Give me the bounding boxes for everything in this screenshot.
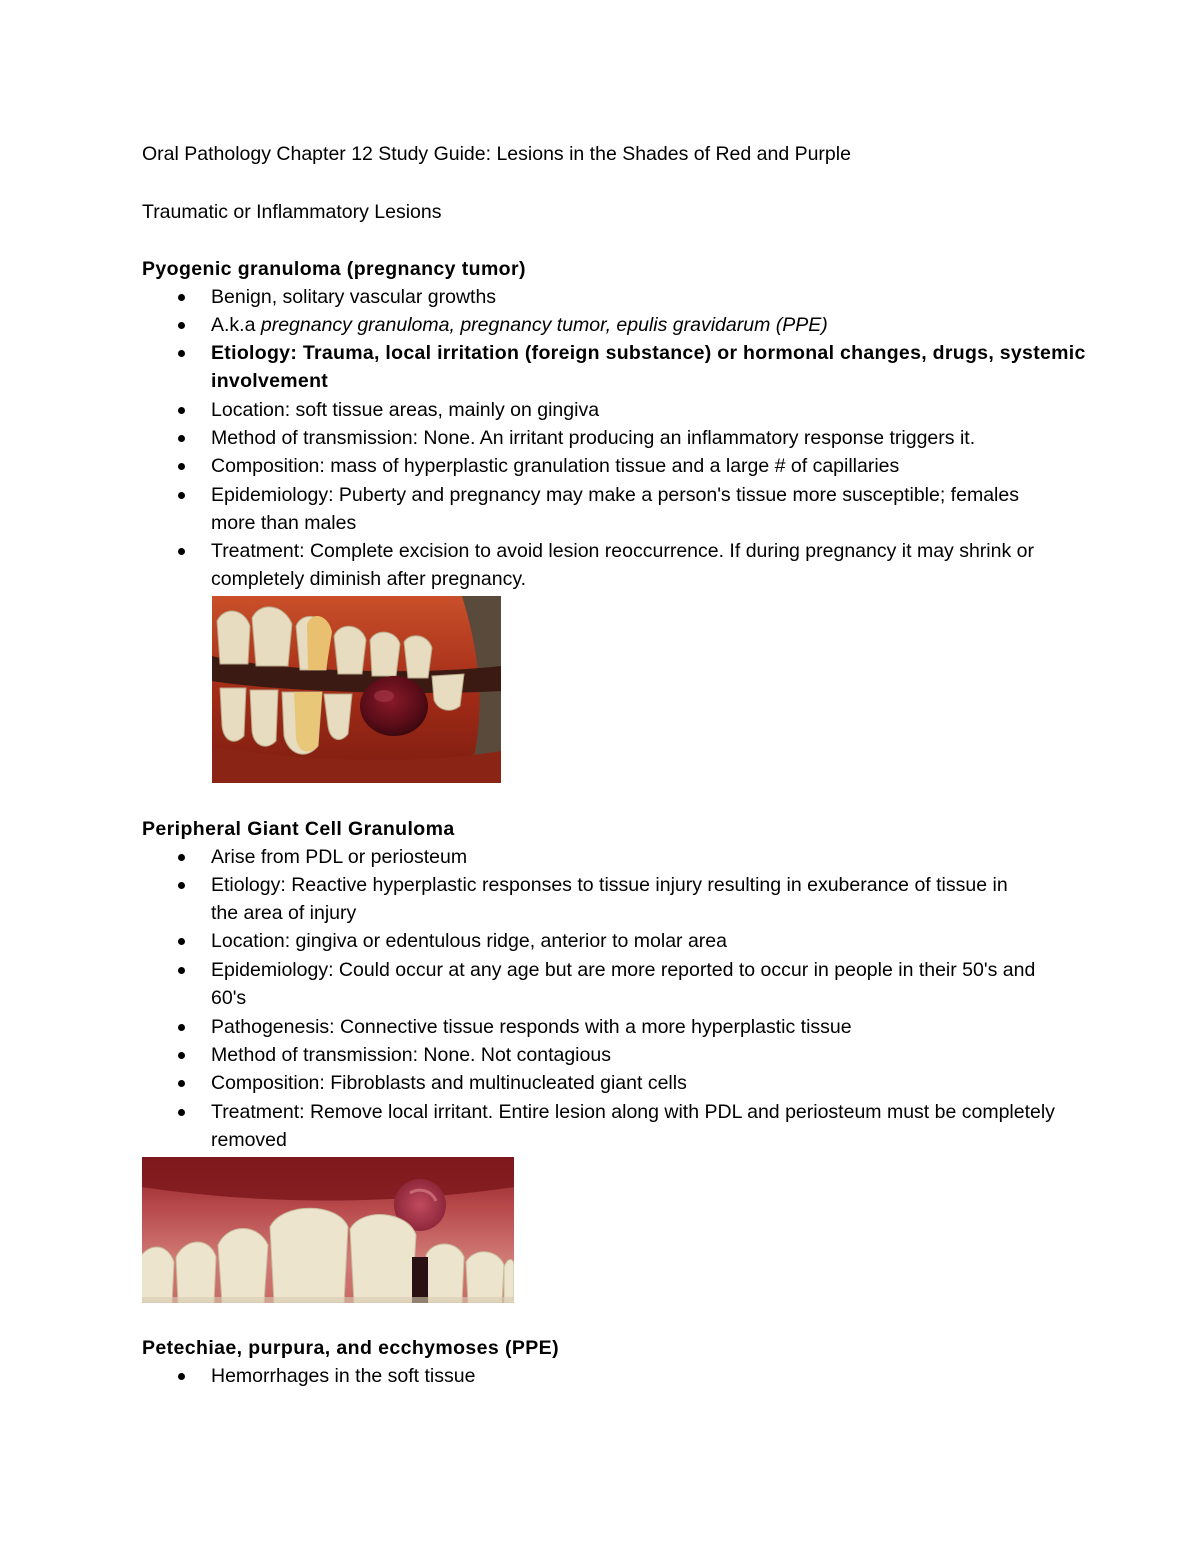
list-item: Epidemiology: Could occur at any age but are more reported to occur in people in their 50's and 60's <box>211 959 1036 1010</box>
bullet-dot <box>178 1373 185 1380</box>
heading-pyogenic-granuloma: Pyogenic granuloma (pregnancy tumor) <box>142 258 526 280</box>
aka-label: A.k.a <box>211 314 256 336</box>
list-item-etiology: Etiology: Trauma, local irritation (foreign substance) or hormonal changes, drugs, systemic involvement <box>211 342 1086 393</box>
bullet-dot <box>178 407 185 414</box>
bullet-dot <box>178 1052 185 1059</box>
bullet-dot <box>178 1109 185 1116</box>
bullet-dot <box>178 294 185 301</box>
heading-petechiae-purpura-ecchymoses: Petechiae, purpura, and ecchymoses (PPE) <box>142 1337 559 1359</box>
list-item: Epidemiology: Puberty and pregnancy may make a person's tissue more susceptible; females more than males <box>211 484 1019 535</box>
list-item: Treatment: Remove local irritant. Entire lesion along with PDL and periosteum must be completely removed <box>211 1101 1055 1152</box>
list-item: Etiology: Reactive hyperplastic responses to tissue injury resulting in exuberance of tissue in the area of injury <box>211 874 1008 925</box>
list-item: Benign, solitary vascular growths <box>211 286 497 308</box>
list-item: Method of transmission: None. Not contagious <box>211 1044 611 1066</box>
bullet-dot <box>178 463 185 470</box>
bullet-dot <box>178 938 185 945</box>
heading-peripheral-giant-cell-granuloma: Peripheral Giant Cell Granuloma <box>142 818 455 840</box>
list-item: Treatment: Complete excision to avoid lesion reoccurrence. If during pregnancy it may shrink or completely diminish after pregnancy. <box>211 540 1034 591</box>
aka-names: pregnancy granuloma, pregnancy tumor, epulis gravidarum (PPE) <box>260 314 828 336</box>
bullet-dot <box>178 322 185 329</box>
section-group-title: Traumatic or Inflammatory Lesions <box>142 201 442 223</box>
bullet-dot <box>178 492 185 499</box>
list-item: Arise from PDL or periosteum <box>211 846 468 868</box>
list-item: Pathogenesis: Connective tissue responds with a more hyperplastic tissue <box>211 1016 852 1038</box>
bullet-dot <box>178 967 185 974</box>
peripheral-giant-cell-granuloma-photo <box>142 1157 514 1303</box>
bullet-dot <box>178 435 185 442</box>
list-item: Location: soft tissue areas, mainly on gingiva <box>211 399 600 421</box>
list-item: Method of transmission: None. An irritant producing an inflammatory response triggers it. <box>211 427 976 449</box>
list-item: Location: gingiva or edentulous ridge, anterior to molar area <box>211 930 727 952</box>
bullet-dot <box>178 548 185 555</box>
bullet-dot <box>178 350 185 357</box>
bullet-dot <box>178 1080 185 1087</box>
bullet-dot <box>178 882 185 889</box>
list-item <box>211 311 1091 339</box>
list-item: Composition: mass of hyperplastic granulation tissue and a large # of capillaries <box>211 455 900 477</box>
pyogenic-granuloma-photo <box>212 596 501 783</box>
document-title: Oral Pathology Chapter 12 Study Guide: Lesions in the Shades of Red and Purple <box>142 143 851 165</box>
list-item: Composition: Fibroblasts and multinucleated giant cells <box>211 1072 687 1094</box>
bullet-dot <box>178 1024 185 1031</box>
bullet-dot <box>178 854 185 861</box>
list-item: Hemorrhages in the soft tissue <box>211 1365 476 1387</box>
